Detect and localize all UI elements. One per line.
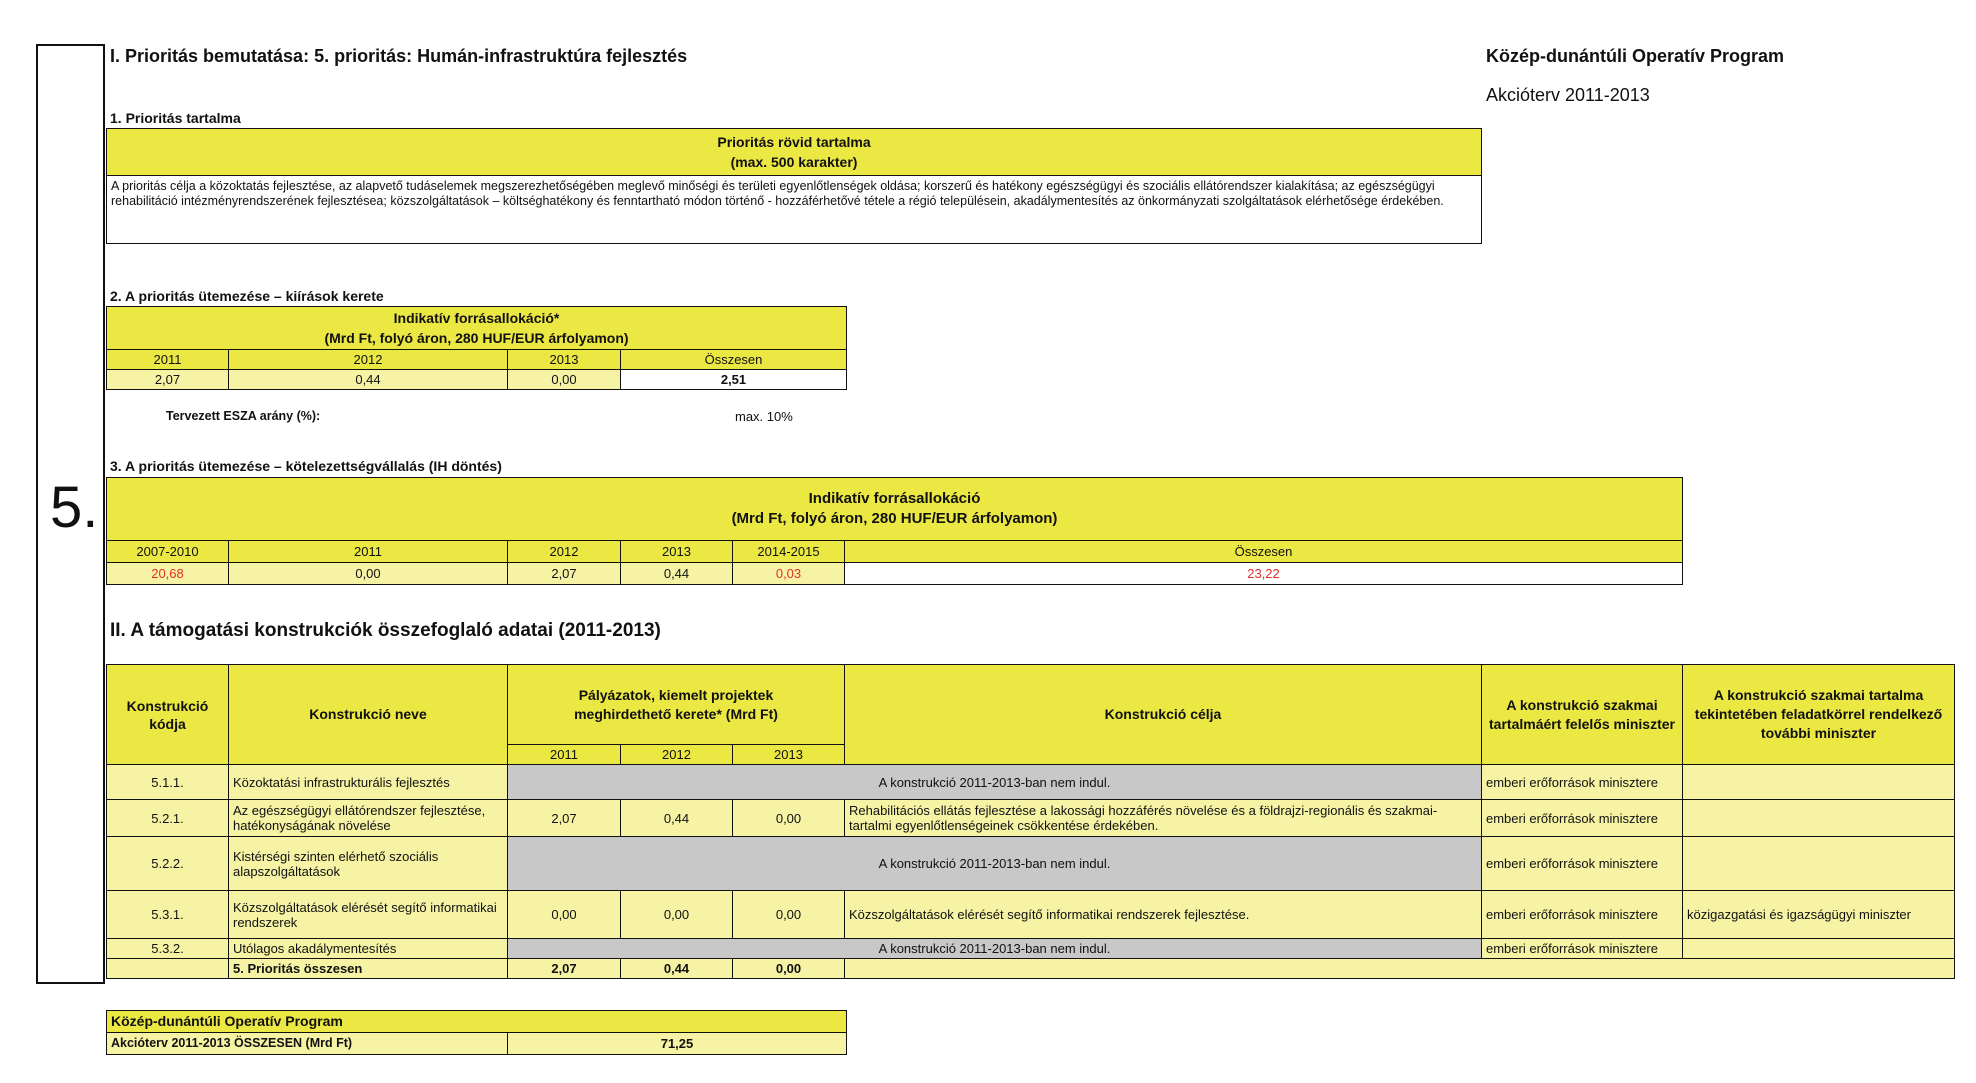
- row-other-minister: [1683, 765, 1955, 800]
- program-subtitle: Akcióterv 2011-2013: [1486, 85, 1650, 105]
- total-row: [107, 959, 1955, 979]
- header-line: Indikatív forrásallokáció*: [393, 310, 560, 326]
- summary-title: Közép-dunántúli Operatív Program: [107, 1011, 847, 1033]
- constructions-table: [106, 664, 1955, 979]
- row-code: 5.3.1.: [107, 891, 229, 939]
- header-year-2012: 2012: [621, 745, 733, 765]
- allocation-table: [106, 306, 847, 390]
- commitment-table: [106, 477, 1683, 585]
- row-other-minister: [1683, 837, 1955, 891]
- row-goal: Rehabilitációs ellátás fejlesztése a lakossági hozzáférés növelése és a földrajzi-regionális és szakmai-tartalmi egyenlőtlenségeinek csökkentése érdekében.: [845, 800, 1482, 837]
- header-year-2011: 2011: [508, 745, 621, 765]
- row-name: Az egészségügyi ellátórendszer fejlesztése, hatékonyságának növelése: [229, 800, 508, 837]
- esza-label: Tervezett ESZA arány (%):: [166, 409, 321, 423]
- header-name: Konstrukció neve: [229, 665, 508, 765]
- header-line: Prioritás rövid tartalma: [717, 134, 871, 150]
- row-2012: 0,44: [621, 800, 733, 837]
- priority-content-text: A prioritás célja a közoktatás fejlesztése, az alapvető tudáselemek megszerezhetőségében meglevő minőségi és területi egyenlőtlenségek oldása; korszerű és hatékony egészségügyi és szociális ellátórendszer kialakítása; az egészségügyi rehabilitáció intézményrendszerének fejlesztésea; közszolgáltatások – költséghatékony és fenntartható módon történő - hozzáférhetővé tétele a régió településein, akadálymentesítés az önkormányzati szolgáltatások elérhetősége érdekében.: [107, 176, 1482, 244]
- value-2013: 0,44: [621, 563, 733, 585]
- header-minister: A konstrukció szakmai tartalmáért felelős miniszter: [1482, 665, 1683, 765]
- value-total: 23,22: [845, 563, 1683, 585]
- constructions-title: II. A támogatási konstrukciók összefoglaló adatai (2011-2013): [110, 620, 661, 641]
- col-2007-2010: 2007-2010: [107, 541, 229, 563]
- allocation-header: [107, 307, 847, 350]
- row-code: 5.2.2.: [107, 837, 229, 891]
- total-2012: 0,44: [621, 959, 733, 979]
- header-year-2013: 2013: [733, 745, 845, 765]
- row-minister: emberi erőforrások minisztere: [1482, 939, 1683, 959]
- value-total: 2,51: [621, 370, 847, 390]
- not-started-note: A konstrukció 2011-2013-ban nem indul.: [508, 939, 1482, 959]
- header-line: (Mrd Ft, folyó áron, 280 HUF/EUR árfolyamon): [324, 330, 629, 346]
- row-name: Közszolgáltatások elérését segítő informatikai rendszerek: [229, 891, 508, 939]
- header-line: (Mrd Ft, folyó áron, 280 HUF/EUR árfolyamon): [731, 510, 1058, 527]
- value-2013: 0,00: [508, 370, 621, 390]
- header-line: Indikatív forrásallokáció: [808, 490, 981, 507]
- value-2014-2015: 0,03: [733, 563, 845, 585]
- total-2011: 2,07: [508, 959, 621, 979]
- table-row: [107, 800, 1955, 837]
- row-minister: emberi erőforrások minisztere: [1482, 891, 1683, 939]
- header-line: (max. 500 karakter): [730, 154, 858, 170]
- row-goal: Közszolgáltatások elérését segítő informatikai rendszerek fejlesztése.: [845, 891, 1482, 939]
- total-blank: [845, 959, 1955, 979]
- section3-label: 3. A prioritás ütemezése – kötelezettségvállalás (IH döntés): [110, 458, 502, 474]
- summary-label: Akcióterv 2011-2013 ÖSSZESEN (Mrd Ft): [107, 1033, 508, 1055]
- summary-table: [106, 1010, 847, 1055]
- commitment-header: [107, 478, 1683, 541]
- priority-content-header: [107, 129, 1482, 176]
- row-2011: 2,07: [508, 800, 621, 837]
- col-2011: 2011: [229, 541, 508, 563]
- esza-value: max. 10%: [735, 409, 793, 424]
- col-2013: 2013: [621, 541, 733, 563]
- value-2007-2010: 20,68: [107, 563, 229, 585]
- table-row: [107, 939, 1955, 959]
- table-row: [107, 837, 1955, 891]
- table-row: [107, 891, 1955, 939]
- value-2011: 2,07: [107, 370, 229, 390]
- row-2012: 0,00: [621, 891, 733, 939]
- col-2013: 2013: [508, 350, 621, 370]
- value-2011: 0,00: [229, 563, 508, 585]
- row-name: Közoktatási infrastrukturális fejlesztés: [229, 765, 508, 800]
- header-goal: Konstrukció célja: [845, 665, 1482, 765]
- not-started-note: A konstrukció 2011-2013-ban nem indul.: [508, 765, 1482, 800]
- summary-value: 71,25: [508, 1033, 847, 1055]
- row-other-minister: közigazgatási és igazságügyi miniszter: [1683, 891, 1955, 939]
- total-spacer: [107, 959, 229, 979]
- row-other-minister: [1683, 800, 1955, 837]
- col-2012: 2012: [508, 541, 621, 563]
- row-minister: emberi erőforrások minisztere: [1482, 837, 1683, 891]
- col-2012: 2012: [229, 350, 508, 370]
- row-code: 5.3.2.: [107, 939, 229, 959]
- col-total: Összesen: [845, 541, 1683, 563]
- row-minister: emberi erőforrások minisztere: [1482, 765, 1683, 800]
- page-title: I. Prioritás bemutatása: 5. prioritás: Humán-infrastruktúra fejlesztés: [110, 46, 688, 66]
- row-minister: emberi erőforrások minisztere: [1482, 800, 1683, 837]
- header-budget: Pályázatok, kiemelt projektek meghirdethető kerete* (Mrd Ft): [508, 665, 845, 745]
- total-2013: 0,00: [733, 959, 845, 979]
- divider: [103, 44, 105, 984]
- col-2014-2015: 2014-2015: [733, 541, 845, 563]
- row-name: Utólagos akadálymentesítés: [229, 939, 508, 959]
- row-code: 5.1.1.: [107, 765, 229, 800]
- priority-number-box: [36, 44, 103, 984]
- value-2012: 0,44: [229, 370, 508, 390]
- priority-number: 5.: [50, 475, 99, 540]
- col-2011: 2011: [107, 350, 229, 370]
- header-code: Konstrukció kódja: [107, 665, 229, 765]
- section2-label: 2. A prioritás ütemezése – kiírások kerete: [110, 288, 384, 304]
- section1-label: 1. Prioritás tartalma: [110, 110, 241, 126]
- value-2012: 2,07: [508, 563, 621, 585]
- table-row: [107, 765, 1955, 800]
- row-2013: 0,00: [733, 800, 845, 837]
- col-total: Összesen: [621, 350, 847, 370]
- header-other-minister: A konstrukció szakmai tartalma tekintetében feladatkörrel rendelkező további miniszter: [1683, 665, 1955, 765]
- program-title: Közép-dunántúli Operatív Program: [1486, 46, 1785, 66]
- row-2013: 0,00: [733, 891, 845, 939]
- row-2011: 0,00: [508, 891, 621, 939]
- row-other-minister: [1683, 939, 1955, 959]
- row-name: Kistérségi szinten elérhető szociális alapszolgáltatások: [229, 837, 508, 891]
- not-started-note: A konstrukció 2011-2013-ban nem indul.: [508, 837, 1482, 891]
- total-label: 5. Prioritás összesen: [229, 959, 508, 979]
- priority-content-table: [106, 128, 1482, 244]
- row-code: 5.2.1.: [107, 800, 229, 837]
